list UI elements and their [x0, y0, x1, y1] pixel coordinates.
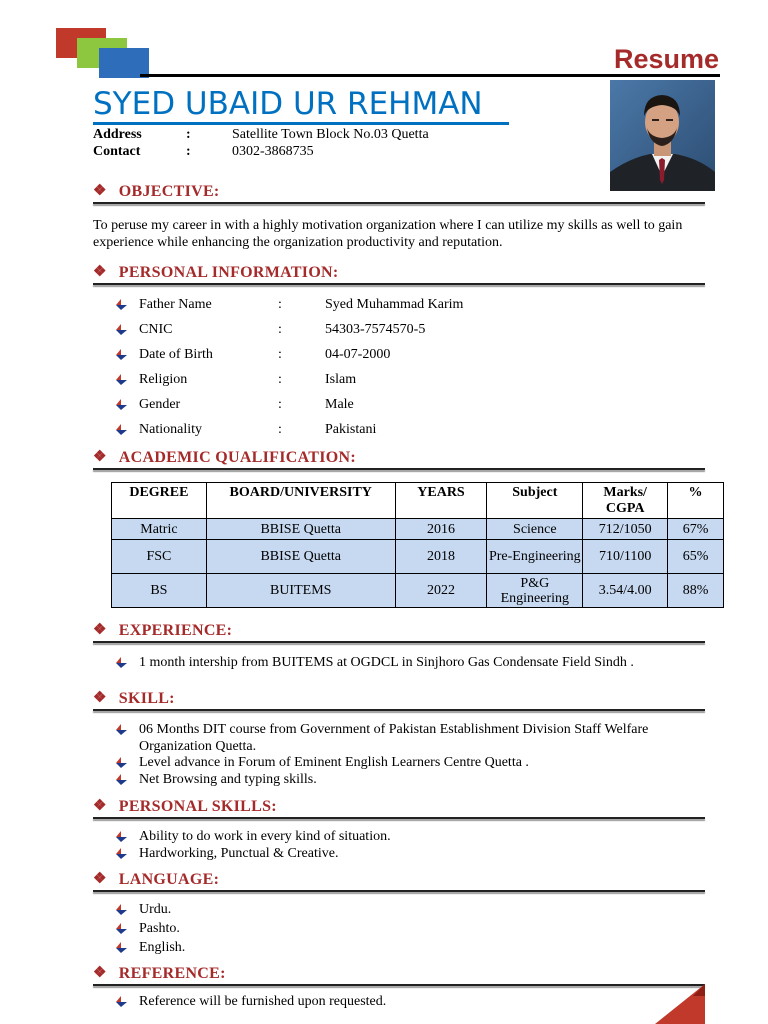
- academic-table: [111, 482, 724, 608]
- top-rule: [140, 74, 720, 77]
- table-header-cell: DEGREE: [112, 483, 207, 519]
- diamond-bullet-icon: ❖: [93, 449, 107, 465]
- arrow-bullet-icon: [116, 424, 127, 435]
- arrow-bullet-icon: [116, 831, 127, 842]
- personal-info-value: Islam: [325, 372, 357, 387]
- section-title: PERSONAL INFORMATION:: [118, 264, 339, 281]
- arrow-bullet-icon: [116, 923, 127, 934]
- diamond-bullet-icon: ❖: [93, 871, 107, 887]
- section-title: LANGUAGE:: [118, 871, 220, 888]
- diamond-bullet-icon: ❖: [93, 798, 107, 814]
- personal-info-label: Father Name: [139, 297, 212, 312]
- list-item-text: English.: [139, 940, 186, 955]
- section-title: OBJECTIVE:: [118, 183, 220, 200]
- personal-info-value: Male: [325, 397, 354, 412]
- table-cell: 88%: [668, 574, 724, 608]
- section-rule: [93, 468, 705, 470]
- personal-skills-section: [93, 797, 705, 816]
- table-cell: BBISE Quetta: [206, 519, 395, 540]
- table-cell: Science: [487, 519, 583, 540]
- table-header-cell: Subject: [487, 483, 583, 519]
- table-cell: BUITEMS: [206, 574, 395, 608]
- section-rule: [93, 890, 705, 892]
- table-cell: 712/1050: [583, 519, 668, 540]
- section-title: ACADEMIC QUALIFICATION:: [118, 449, 357, 466]
- contact-label: Contact: [93, 144, 141, 159]
- address-label: Address: [93, 127, 142, 142]
- corner-triangle-decoration: [655, 984, 705, 1024]
- arrow-bullet-icon: [116, 374, 127, 385]
- section-title: PERSONAL SKILLS:: [118, 798, 277, 815]
- table-cell: 67%: [668, 519, 724, 540]
- list-item-text: Ability to do work in every kind of situation.: [139, 829, 391, 844]
- list-item-text: Hardworking, Punctual & Creative.: [139, 846, 339, 861]
- table-cell: 65%: [668, 540, 724, 574]
- experience-section: [93, 621, 705, 640]
- list-item-text: Pashto.: [139, 921, 180, 936]
- personal-info-colon: :: [278, 322, 282, 337]
- section-title: SKILL:: [118, 690, 175, 707]
- personal-info-value: Pakistani: [325, 422, 377, 437]
- profile-photo: [610, 80, 715, 191]
- personal-info-label: Date of Birth: [139, 347, 213, 362]
- personal-info-colon: :: [278, 297, 282, 312]
- candidate-name: SYED UBAID UR REHMAN: [93, 86, 493, 122]
- table-cell: Pre-Engineering: [487, 540, 583, 574]
- table-cell: 2016: [395, 519, 487, 540]
- personal-info-section: [93, 263, 705, 282]
- section-title: REFERENCE:: [118, 965, 226, 982]
- list-item-text: Reference will be furnished upon requested.: [139, 994, 387, 1009]
- objective-section: [93, 182, 705, 201]
- arrow-bullet-icon: [116, 848, 127, 859]
- arrow-bullet-icon: [116, 996, 127, 1007]
- objective-text: To peruse my career in with a highly motivation organization where I can utilize my skills as well to gain experience while enhancing the organization productivity and reputation.: [93, 218, 683, 250]
- diamond-bullet-icon: ❖: [93, 622, 107, 638]
- diamond-bullet-icon: ❖: [93, 690, 107, 706]
- table-cell: 710/1100: [583, 540, 668, 574]
- arrow-bullet-icon: [116, 774, 127, 785]
- address-colon: :: [186, 127, 191, 142]
- table-cell: BS: [112, 574, 207, 608]
- arrow-bullet-icon: [116, 324, 127, 335]
- skill-section: [93, 689, 705, 708]
- personal-info-value: 04-07-2000: [325, 347, 391, 362]
- section-rule: [93, 709, 705, 711]
- arrow-bullet-icon: [116, 657, 127, 668]
- section-rule: [93, 202, 705, 204]
- personal-info-colon: :: [278, 372, 282, 387]
- diamond-bullet-icon: ❖: [93, 965, 107, 981]
- section-rule: [93, 283, 705, 285]
- personal-info-label: CNIC: [139, 322, 173, 337]
- table-header-cell: YEARS: [395, 483, 487, 519]
- section-title: EXPERIENCE:: [118, 622, 233, 639]
- personal-info-label: Religion: [139, 372, 188, 387]
- section-rule: [93, 817, 705, 819]
- list-item-text: Net Browsing and typing skills.: [139, 772, 317, 787]
- contact-colon: :: [186, 144, 191, 159]
- list-item-text: Level advance in Forum of Eminent English Learners Centre Quetta .: [139, 755, 529, 770]
- resume-label: Resume: [613, 44, 719, 74]
- arrow-bullet-icon: [116, 757, 127, 768]
- personal-info-colon: :: [278, 347, 282, 362]
- arrow-bullet-icon: [116, 349, 127, 360]
- personal-info-colon: :: [278, 397, 282, 412]
- table-cell: 3.54/4.00: [583, 574, 668, 608]
- personal-info-label: Nationality: [139, 422, 202, 437]
- personal-info-label: Gender: [139, 397, 181, 412]
- address-value: Satellite Town Block No.03 Quetta: [232, 127, 429, 142]
- section-rule: [93, 641, 705, 643]
- table-header-cell: BOARD/UNIVERSITY: [206, 483, 395, 519]
- table-cell: Matric: [112, 519, 207, 540]
- diamond-bullet-icon: ❖: [93, 183, 107, 199]
- reference-section: [93, 964, 705, 983]
- diamond-bullet-icon: ❖: [93, 264, 107, 280]
- personal-info-colon: :: [278, 422, 282, 437]
- contact-value: 0302-3868735: [232, 144, 314, 159]
- arrow-bullet-icon: [116, 724, 127, 735]
- list-item-text: 06 Months DIT course from Government of Pakistan Establishment Division Staff Welfare Organization Quetta.: [139, 722, 649, 754]
- list-item-text: Urdu.: [139, 902, 172, 917]
- language-section: [93, 870, 705, 889]
- personal-info-value: Syed Muhammad Karim: [325, 297, 464, 312]
- arrow-bullet-icon: [116, 399, 127, 410]
- table-row: [112, 574, 724, 608]
- name-underline: [93, 122, 509, 125]
- table-cell: BBISE Quetta: [206, 540, 395, 574]
- personal-info-value: 54303-7574570-5: [325, 322, 426, 337]
- arrow-bullet-icon: [116, 942, 127, 953]
- table-cell: P&G Engineering: [487, 574, 583, 608]
- academic-section: [93, 448, 705, 467]
- table-row: [112, 519, 724, 540]
- table-header-cell: Marks/ CGPA: [583, 483, 668, 519]
- table-header-cell: %: [668, 483, 724, 519]
- table-row: [112, 540, 724, 574]
- arrow-bullet-icon: [116, 299, 127, 310]
- table-cell: FSC: [112, 540, 207, 574]
- list-item-text: 1 month intership from BUITEMS at OGDCL in Sinjhoro Gas Condensate Field Sindh .: [139, 655, 634, 670]
- table-cell: 2018: [395, 540, 487, 574]
- section-rule: [93, 984, 705, 986]
- arrow-bullet-icon: [116, 904, 127, 915]
- table-cell: 2022: [395, 574, 487, 608]
